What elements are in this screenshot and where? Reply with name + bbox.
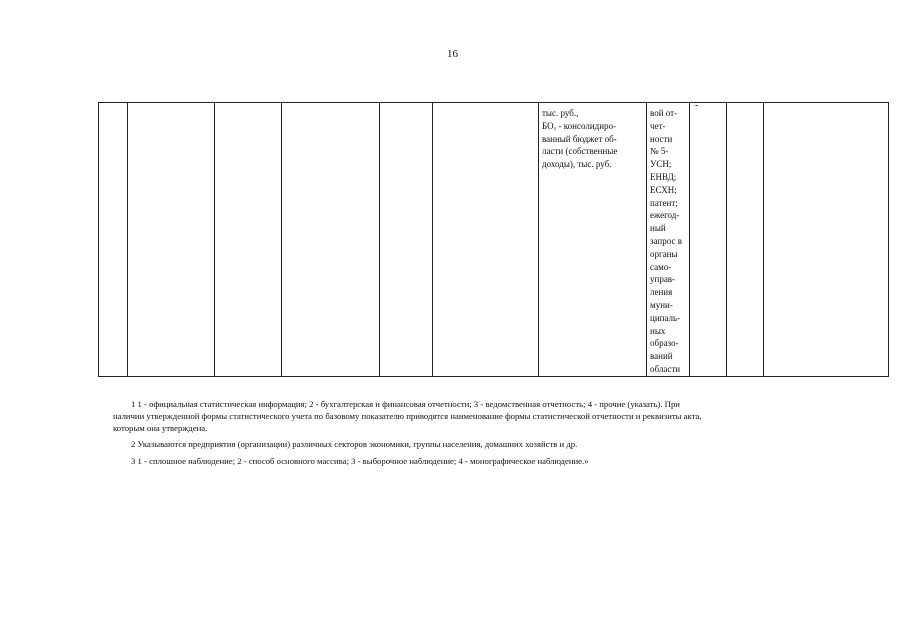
page-number: 16 <box>447 48 458 60</box>
footnotes <box>113 398 850 467</box>
table-cell-9 <box>690 100 727 377</box>
units-text: тыс. руб., БОₓ - консолидиро- ванный бюджет об- ласти (собственные доходы), тыс. руб. <box>542 108 618 170</box>
table-cell-11 <box>764 103 889 377</box>
footnote-1-line-3: которым она утверждена. <box>113 423 208 434</box>
table-cell-1 <box>99 103 128 377</box>
footnote-2: 2 Указываются предприятия (организации) различных секторов экономики, группы населения, домашних хозяйств и др. <box>131 439 578 450</box>
table-row <box>99 103 889 377</box>
table-cell-2 <box>128 103 215 377</box>
footnote-1-line-2: наличии утвержденной формы статистического учета по базовому показателю приводятся наименование формы статистической отчетности и реквизиты акта, <box>113 411 702 422</box>
indicator-table <box>98 102 889 377</box>
table-cell-4 <box>282 103 380 377</box>
table-cell-10 <box>727 103 764 377</box>
footnote-1 <box>113 398 850 434</box>
table-cell-5 <box>380 103 433 377</box>
table-cell-6 <box>433 103 539 377</box>
footnote-3: 3 1 - сплошное наблюдение; 2 - способ основного массива; 3 - выборочное наблюдение; 4 - монографическое наблюдение.» <box>131 456 589 467</box>
table-cell-units <box>539 103 647 377</box>
footnote-1-line-1: 1 1 - официальная статистическая информация; 2 - бухгалтерская и финансовая отчетности; 3 - ведомственная отчетность; 4 - прочие (указать). При <box>131 399 680 409</box>
table-cell-3 <box>215 103 282 377</box>
dash-mark: - <box>695 100 699 111</box>
source-text: вой от- чет- ности № 5- УСН; ЕНВД; ЕСХН; патент; ежегод- ный запрос в органы само- управ- ления муни- ципаль- ных образо- ваний области <box>650 108 682 374</box>
table-cell-source <box>647 103 690 377</box>
